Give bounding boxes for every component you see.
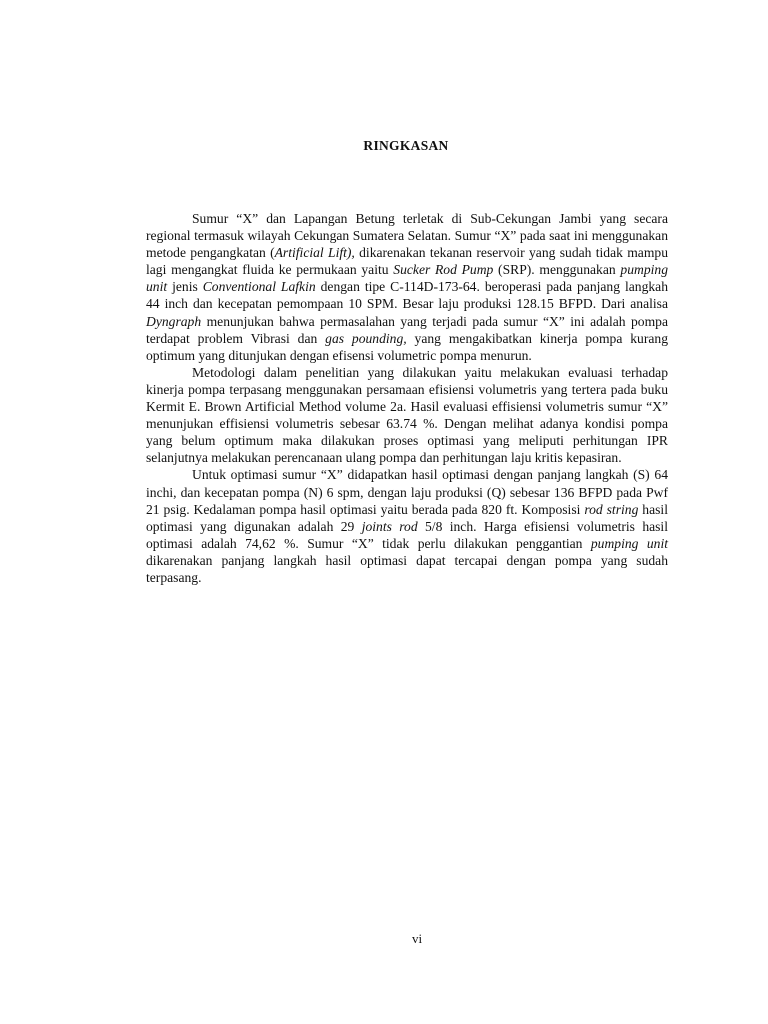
text-run: Sumur “X” dan Lapangan Betung terletak di Sub-Cekungan Jambi yang secara regional termasuk wilayah Cekungan Sumatera Selatan. Sumur “X” pada saat ini menggunakan metode pengangkatan ( [146,211,668,261]
paragraph-1 [146,210,668,364]
italic-term: Artificial Lift), [274,245,355,261]
page-number: vi [411,931,423,946]
italic-term: rod string [584,501,639,517]
italic-term: pumping unit [590,535,668,551]
paragraph-3 [146,466,668,586]
text-run: yang mengakibatkan kinerja pompa kurang optimum yang ditunjukan dengan efisensi volumetric pompa menurun. [146,330,668,363]
text-run: Metodologi dalam penelitian yang dilakukan yaitu melakukan evaluasi terhadap kinerja pompa terpasang menggunakan persamaan efisiensi volumetris yang tertera pada buku Kermit E. Brown Artificial Method volume 2a. Hasil evaluasi effisiensi volumetris sumur “X” menunjukan effisiensi volumetris sebesar 63.74 %. Dengan melihat adanya kondisi pompa yang belum optimum maka dilakukan proses optimasi yang meliputi perhitungan IPR selanjutnya melakukan perencanaan ulang pompa dan perhitungan laju kritis kepasiran. [146,364,668,466]
text-run: dengan tipe C-114D-173-64. beroperasi pada panjang langkah 44 inch dan kecepatan pemompaan 10 SPM. Besar laju produksi 128.15 BFPD. Dari analisa [146,279,668,312]
paragraph-2 [146,364,668,467]
italic-term: joints rod [361,518,418,534]
text-run: menunjukan bahwa permasalahan yang terjadi pada sumur “X” ini adalah pompa terdapat problem Vibrasi dan [146,313,668,346]
italic-term: pumping unit [146,262,668,295]
italic-term: Dyngraph [146,313,202,329]
text-run: Untuk optimasi sumur “X” didapatkan hasil optimasi dengan panjang langkah (S) 64 inchi, dan kecepatan pompa (N) 6 spm, dengan laju produksi (Q) sebesar 136 BFPD pada Pwf 21 psig. Kedalaman pompa hasil optimasi yaitu berada pada 820 ft. Komposisi [146,467,668,517]
text-run: hasil optimasi yang digunakan adalah 29 [146,501,668,534]
summary-body [146,210,668,586]
italic-term: Sucker Rod Pump [393,262,494,278]
italic-term: gas pounding, [325,330,407,346]
text-run: dikarenakan tekanan reservoir yang sudah tidak mampu lagi mengangkat fluida ke permukaan yaitu [146,245,668,278]
text-run: dikarenakan panjang langkah hasil optimasi dapat tercapai dengan pompa yang sudah terpasang. [146,552,668,585]
page-title: RINGKASAN [363,138,449,153]
text-run: jenis [167,279,203,295]
text-run: (SRP). menggunakan [493,262,621,278]
italic-term: Conventional Lafkin [202,279,316,295]
text-run: 5/8 inch. Harga efisiensi volumetris hasil optimasi adalah 74,62 %. Sumur “X” tidak perlu dilakukan penggantian [146,518,668,551]
